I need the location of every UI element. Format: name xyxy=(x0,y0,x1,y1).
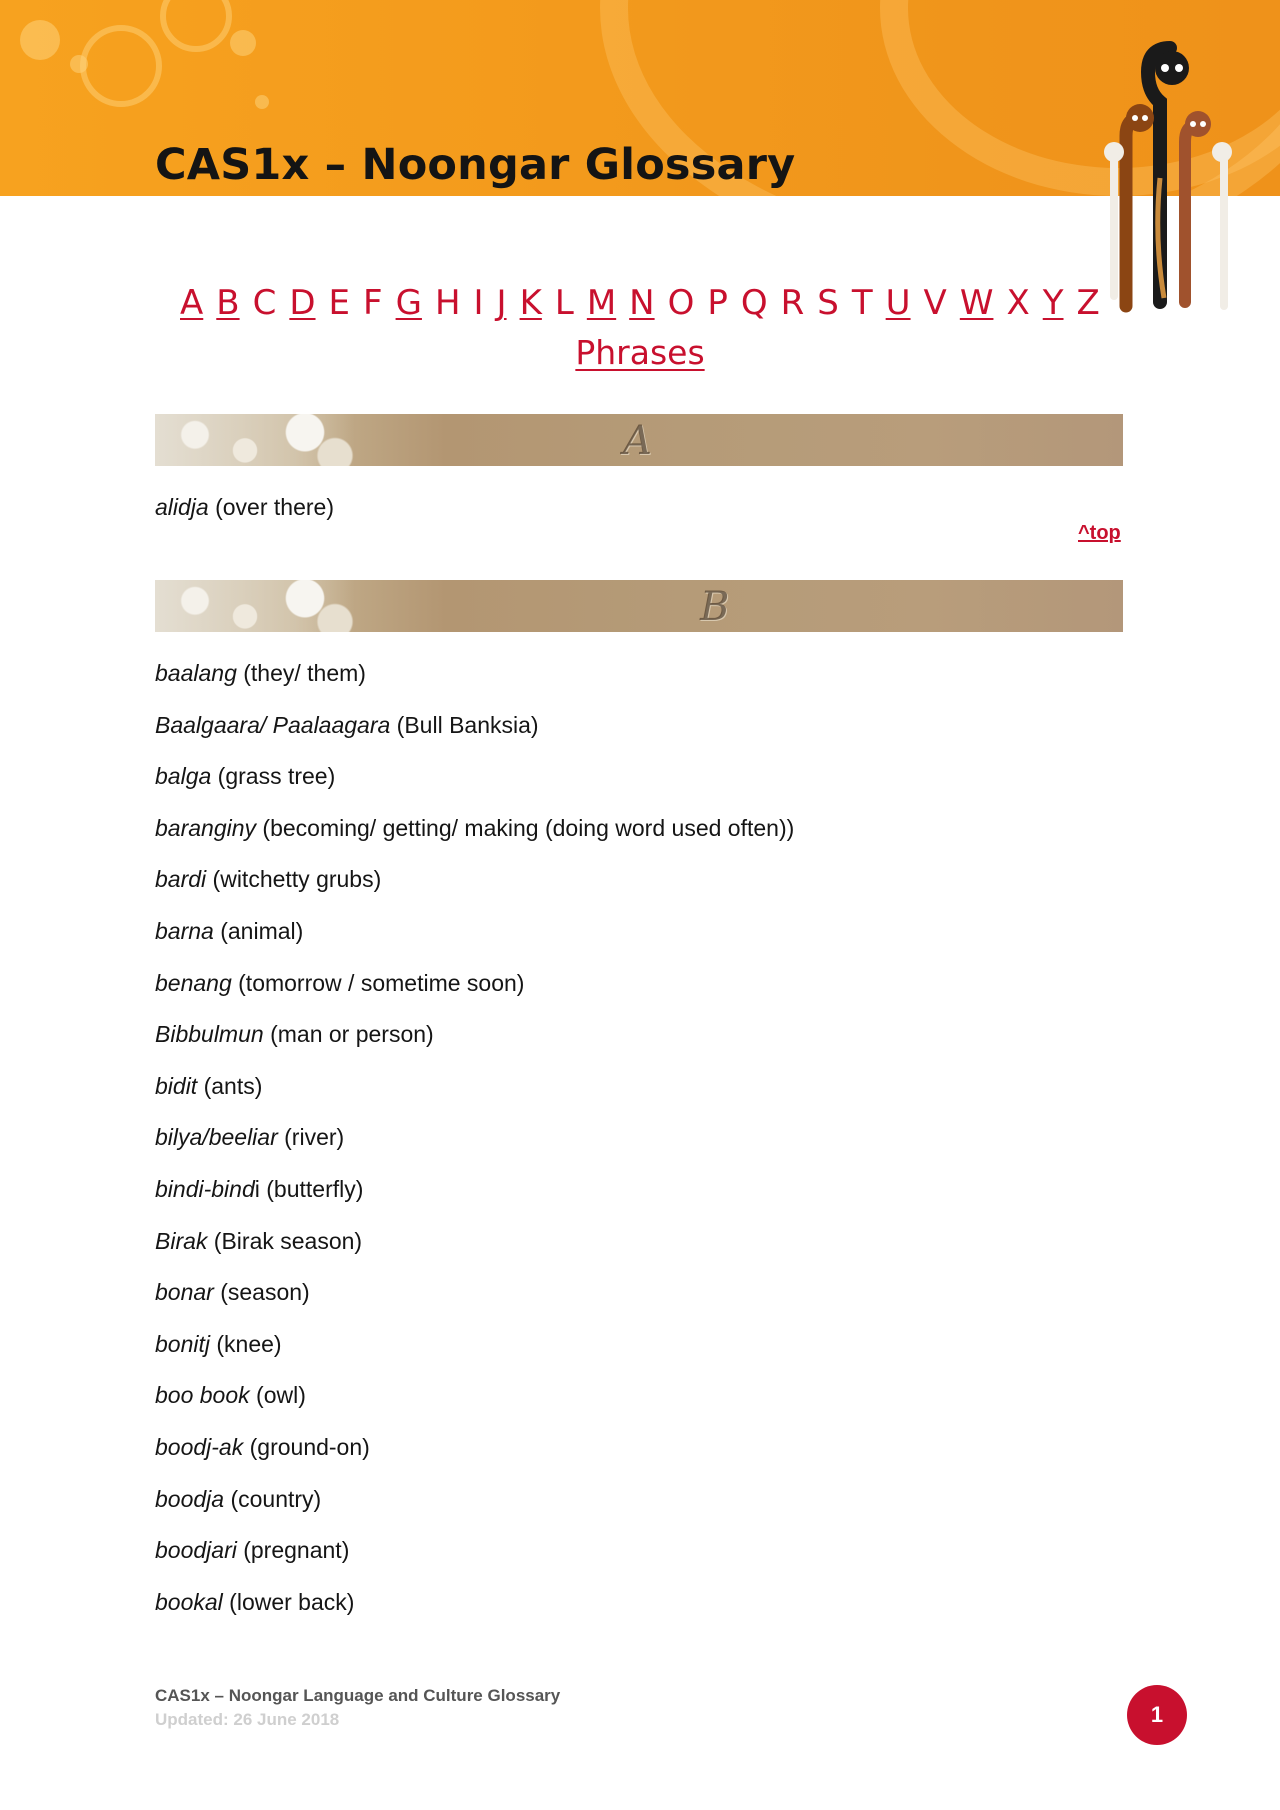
alphabet-letter-b[interactable]: B xyxy=(216,283,240,323)
alphabet-letter-a[interactable]: A xyxy=(180,283,204,323)
glossary-entry xyxy=(155,815,794,842)
glossary-meaning: (animal) xyxy=(213,918,304,944)
header-banner xyxy=(0,0,1280,196)
glossary-meaning: (lower back) xyxy=(222,1588,355,1615)
glossary-meaning: (they/ them) xyxy=(236,660,366,686)
glossary-meaning: (Bull Banksia) xyxy=(390,711,539,738)
glossary-meaning: (becoming/ getting/ making (doing word used often)) xyxy=(256,814,795,841)
glossary-term: boodja xyxy=(155,1485,225,1512)
alphabet-letter-i: I xyxy=(473,283,484,323)
glossary-term: boodj-ak xyxy=(155,1434,244,1460)
glossary-entry xyxy=(155,1382,306,1409)
sea-foam-decoration xyxy=(155,414,355,466)
glossary-entry xyxy=(155,1331,282,1358)
alphabet-letter-u[interactable]: U xyxy=(885,283,911,323)
glossary-term: bidit xyxy=(155,1072,198,1099)
alphabet-letter-k[interactable]: K xyxy=(519,283,542,323)
glossary-entry xyxy=(155,1537,349,1564)
glossary-meaning: i (butterfly) xyxy=(254,1176,364,1202)
glossary-meaning: (man or person) xyxy=(263,1021,434,1048)
glossary-entry xyxy=(155,763,335,790)
glossary-entry xyxy=(155,1434,370,1461)
glossary-entry xyxy=(155,1589,354,1616)
glossary-meaning: (Birak season) xyxy=(207,1227,363,1254)
glossary-entry xyxy=(155,1176,363,1203)
glossary-meaning: (ground-on) xyxy=(243,1434,370,1460)
back-to-top-link[interactable]: ^top xyxy=(1078,522,1121,544)
glossary-meaning: (pregnant) xyxy=(236,1537,350,1564)
glossary-entry xyxy=(155,918,303,945)
alphabet-letter-n[interactable]: N xyxy=(629,283,655,323)
glossary-term: barna xyxy=(155,918,214,944)
glossary-meaning: (ants) xyxy=(197,1072,263,1099)
alphabet-letter-g[interactable]: G xyxy=(395,283,422,323)
glossary-meaning: (tomorrow / sometime soon) xyxy=(231,969,525,996)
glossary-meaning: (season) xyxy=(213,1279,310,1306)
glossary-term: Baalgaara/ Paalaagara xyxy=(155,711,391,738)
alphabet-letter-o: O xyxy=(667,283,695,323)
alphabet-letter-d[interactable]: D xyxy=(289,283,316,323)
page-title: CAS1x – Noongar Glossary xyxy=(155,140,796,190)
glossary-meaning: (river) xyxy=(277,1124,345,1151)
glossary-term: bookal xyxy=(155,1588,223,1615)
glossary-term: bonitj xyxy=(155,1330,210,1357)
alphabet-nav xyxy=(180,275,1100,325)
glossary-term: bonar xyxy=(155,1279,214,1306)
alphabet-letter-t: T xyxy=(851,283,873,323)
alphabet-letter-z: Z xyxy=(1076,283,1100,323)
glossary-term: bindi-bind xyxy=(155,1176,255,1202)
alphabet-letter-y[interactable]: Y xyxy=(1042,283,1064,323)
glossary-term: benang xyxy=(155,969,232,996)
alphabet-letter-j[interactable]: J xyxy=(496,283,507,323)
glossary-entry xyxy=(155,660,366,687)
glossary-term: baranginy xyxy=(155,814,257,841)
alphabet-letter-e: E xyxy=(328,283,351,323)
phrases-link[interactable]: Phrases xyxy=(575,333,705,372)
glossary-term: boo book xyxy=(155,1382,250,1409)
alphabet-letter-l: L xyxy=(554,283,574,323)
footer-document-title: CAS1x – Noongar Language and Culture Glossary xyxy=(155,1686,561,1705)
glossary-meaning: (grass tree) xyxy=(211,763,336,790)
alphabet-letter-x: X xyxy=(1006,283,1030,323)
glossary-entry xyxy=(155,1073,262,1100)
alphabet-letter-w[interactable]: W xyxy=(959,283,994,323)
glossary-term: Birak xyxy=(155,1227,208,1254)
glossary-entry xyxy=(155,712,539,739)
glossary-term: bilya/beeliar xyxy=(155,1124,278,1151)
glossary-entry xyxy=(155,1228,362,1255)
glossary-term: Bibbulmun xyxy=(155,1021,264,1048)
alphabet-letter-f: F xyxy=(363,283,383,323)
glossary-term: balga xyxy=(155,763,212,790)
alphabet-letter-v: V xyxy=(923,283,947,323)
section-a-banner xyxy=(155,414,1123,466)
alphabet-letter-r: R xyxy=(780,283,805,323)
glossary-meaning: (country) xyxy=(224,1485,322,1512)
footer-updated-date: Updated: 26 June 2018 xyxy=(155,1710,340,1729)
glossary-term: boodjari xyxy=(155,1537,237,1564)
glossary-meaning: (knee) xyxy=(209,1330,282,1357)
glossary-entry xyxy=(155,1486,321,1513)
glossary-entry xyxy=(155,1124,344,1151)
alphabet-letter-q: Q xyxy=(740,283,768,323)
glossary-meaning: (owl) xyxy=(249,1382,306,1409)
glossary-entry xyxy=(155,970,524,997)
phrases-link-container xyxy=(0,333,1280,372)
sea-foam-decoration xyxy=(155,580,355,632)
page-number-badge: 1 xyxy=(1127,1685,1187,1745)
alphabet-letter-s: S xyxy=(817,283,839,323)
glossary-entry xyxy=(155,494,334,521)
glossary-term: alidja xyxy=(155,494,209,520)
glossary-entry xyxy=(155,866,381,893)
alphabet-letter-c: C xyxy=(252,283,277,323)
alphabet-letter-h: H xyxy=(434,283,461,323)
banner-letter-a: A xyxy=(623,418,652,464)
glossary-meaning: (witchetty grubs) xyxy=(206,866,382,893)
banner-letter-b: B xyxy=(700,584,730,630)
glossary-meaning: (over there) xyxy=(208,494,334,520)
aboriginal-figures-illustration xyxy=(1100,28,1240,328)
glossary-entry xyxy=(155,1279,310,1306)
alphabet-letter-p: P xyxy=(707,283,728,323)
section-b-banner xyxy=(155,580,1123,632)
glossary-term: bardi xyxy=(155,866,207,893)
glossary-term: baalang xyxy=(155,660,237,686)
alphabet-letter-m[interactable]: M xyxy=(586,283,617,323)
glossary-entry xyxy=(155,1021,434,1048)
